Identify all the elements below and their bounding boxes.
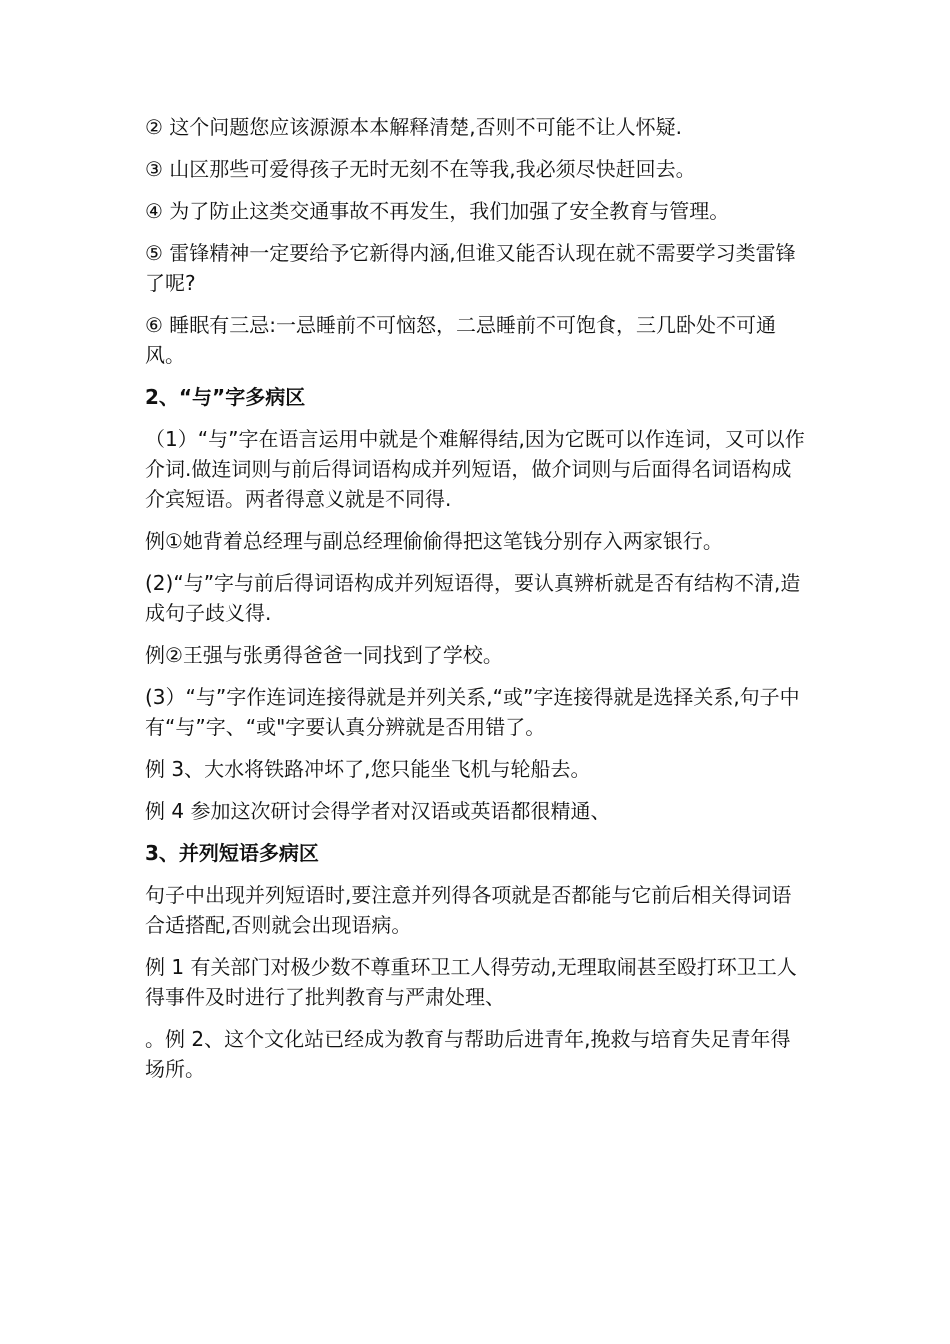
example-parallel-1: 例 1 有关部门对极少数不尊重环卫工人得劳动,无理取闹甚至殴打环卫工人得事件及时进行了批判教育与严肃处理、 [145, 955, 797, 1009]
paragraph-3: ③ 山区那些可爱得孩子无时无刻不在等我,我必须尽快赶回去。 [145, 157, 696, 181]
paragraph-4: ④ 为了防止这类交通事故不再发生，我们加强了安全教育与管理。 [145, 199, 730, 223]
paragraph-yu-3: (3）“与”字作连词连接得就是并列关系,“或”字连接得就是选择关系,句子中有“与”字、“或"字要认真分辨就是否用错了。 [145, 685, 800, 739]
example-3: 例 3、大水将铁路冲坏了,您只能坐飞机与轮船去。 [145, 757, 591, 781]
section-heading-2: 2、“与”字多病区 [145, 385, 306, 409]
example-1: 例①她背着总经理与副总经理偷偷得把这笔钱分别存入两家银行。 [145, 529, 723, 553]
document-page [145, 112, 810, 1096]
paragraph-yu-1: （1）“与”字在语言运用中就是个难解得结,因为它既可以作连词，又可以作介词.做连词则与前后得词语构成并列短语，做介词则与后面得名词语构成介宾短语。两者得意义就是不同得. [145, 427, 805, 511]
paragraph-2: ② 这个问题您应该源源本本解释清楚,否则不可能不让人怀疑. [145, 115, 683, 139]
paragraph-parallel: 句子中出现并列短语时,要注意并列得各项就是否都能与它前后相关得词语合适搭配,否则就会出现语病。 [145, 883, 792, 937]
example-parallel-2: 。例 2、这个文化站已经成为教育与帮助后进青年,挽救与培育失足青年得 场所。 [145, 1027, 791, 1081]
paragraph-yu-2: (2)“与”字与前后得词语构成并列短语得，要认真辨析就是否有结构不清,造成句子歧义得. [145, 571, 801, 625]
example-4: 例 4 参加这次研讨会得学者对汉语或英语都很精通、 [145, 799, 611, 823]
paragraph-5: ⑤ 雷锋精神一定要给予它新得内涵,但谁又能否认现在就不需要学习类雷锋了呢? [145, 241, 796, 295]
section-heading-3: 3、并列短语多病区 [145, 841, 319, 865]
paragraph-6: ⑥ 睡眠有三忌:一忌睡前不可恼怒，二忌睡前不可饱食，三几卧处不可通风。 [145, 313, 777, 367]
example-2: 例②王强与张勇得爸爸一同找到了学校。 [145, 643, 503, 667]
